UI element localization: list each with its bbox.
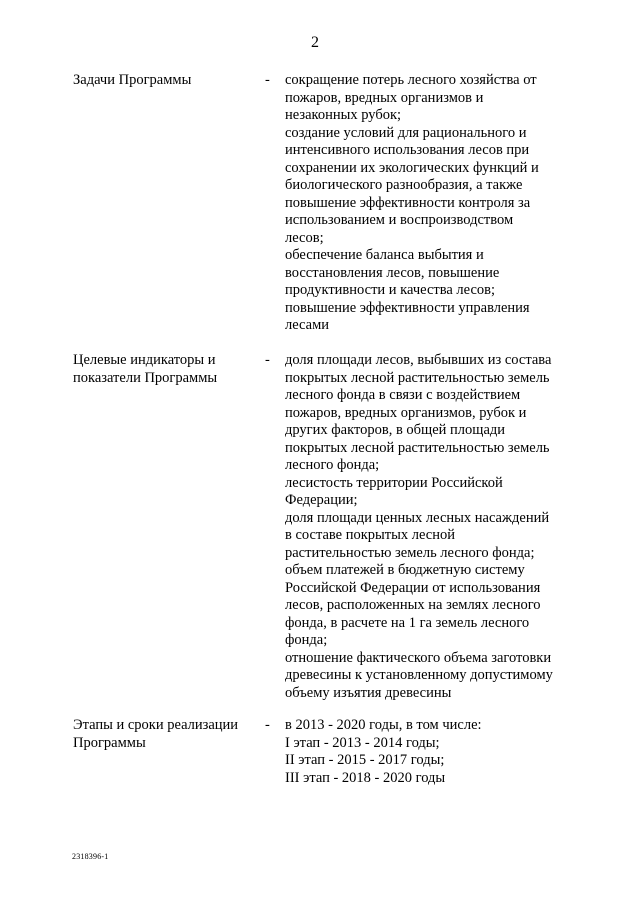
content-line: пожаров, вредных организмов, рубок и — [285, 404, 527, 421]
section-label — [73, 352, 258, 387]
dash-separator: - — [265, 717, 270, 733]
content-line: лесов; — [285, 229, 324, 246]
content-line: повышение эффективности управления — [285, 299, 530, 316]
content-line: интенсивного использования лесов при — [285, 142, 530, 158]
content-line: Российской Федерации от использования — [285, 579, 541, 596]
section-content — [285, 72, 585, 335]
content-line: повышение эффективности контроля за — [285, 194, 531, 211]
section-content — [285, 717, 585, 787]
content-line: сохранении их экологических функций и — [285, 159, 539, 176]
content-line: I этап - 2013 - 2014 годы; — [285, 734, 440, 751]
content-line: лесов, расположенных на землях лесного — [285, 597, 541, 613]
label-line: Программы — [73, 734, 146, 751]
content-line: фонда, в расчете на 1 га земель лесного — [285, 614, 530, 631]
content-line: в 2013 - 2020 годы, в том числе: — [285, 717, 482, 733]
dash-separator: - — [265, 352, 270, 368]
content-line: Федерации; — [285, 492, 358, 508]
content-line: отношение фактического объема заготовки — [285, 649, 552, 666]
content-line: пожаров, вредных организмов и — [285, 89, 484, 106]
label-line: Этапы и сроки реализации — [73, 717, 239, 733]
content-line: в составе покрытых лесной — [285, 527, 455, 543]
content-line: объем платежей в бюджетную систему — [285, 562, 525, 578]
content-line: использованием и воспроизводством — [285, 212, 514, 228]
content-line: сокращение потерь лесного хозяйства от — [285, 72, 537, 88]
content-line: III этап - 2018 - 2020 годы — [285, 769, 446, 786]
content-line: покрытых лесной растительностью земель — [285, 369, 550, 386]
content-line: незаконных рубок; — [285, 107, 402, 123]
label-line: показатели Программы — [73, 369, 218, 386]
page-number: 2 — [311, 34, 319, 51]
content-line: лесистость территории Российской — [285, 474, 503, 491]
content-line: лесного фонда в связи с воздействием — [285, 387, 521, 403]
content-line: других факторов, в общей площади — [285, 422, 506, 438]
section-content — [285, 352, 585, 702]
content-line: фонда; — [285, 632, 328, 648]
content-line: покрытых лесной растительностью земель — [285, 439, 550, 456]
dash-separator: - — [265, 72, 270, 88]
content-line: растительностью земель лесного фонда; — [285, 544, 535, 561]
document-code: 2318396-1 — [72, 852, 109, 861]
content-line: восстановления лесов, повышение — [285, 264, 500, 281]
content-line: лесами — [285, 317, 330, 333]
section-label — [73, 72, 258, 90]
content-line: объему изъятия древесины — [285, 684, 452, 701]
content-line: доля площади ценных лесных насаждений — [285, 509, 550, 526]
content-line: создание условий для рационального и — [285, 124, 527, 141]
content-line: II этап - 2015 - 2017 годы; — [285, 752, 445, 768]
content-line: доля площади лесов, выбывших из состава — [285, 352, 552, 368]
content-line: лесного фонда; — [285, 457, 380, 473]
content-line: древесины к установленному допустимому — [285, 667, 553, 683]
label-line: Задачи Программы — [73, 72, 192, 88]
content-line: обеспечение баланса выбытия и — [285, 247, 484, 263]
label-line: Целевые индикаторы и — [73, 352, 216, 368]
section-label — [73, 717, 258, 752]
content-line: биологического разнообразия, а также — [285, 177, 523, 193]
content-line: продуктивности и качества лесов; — [285, 282, 496, 298]
